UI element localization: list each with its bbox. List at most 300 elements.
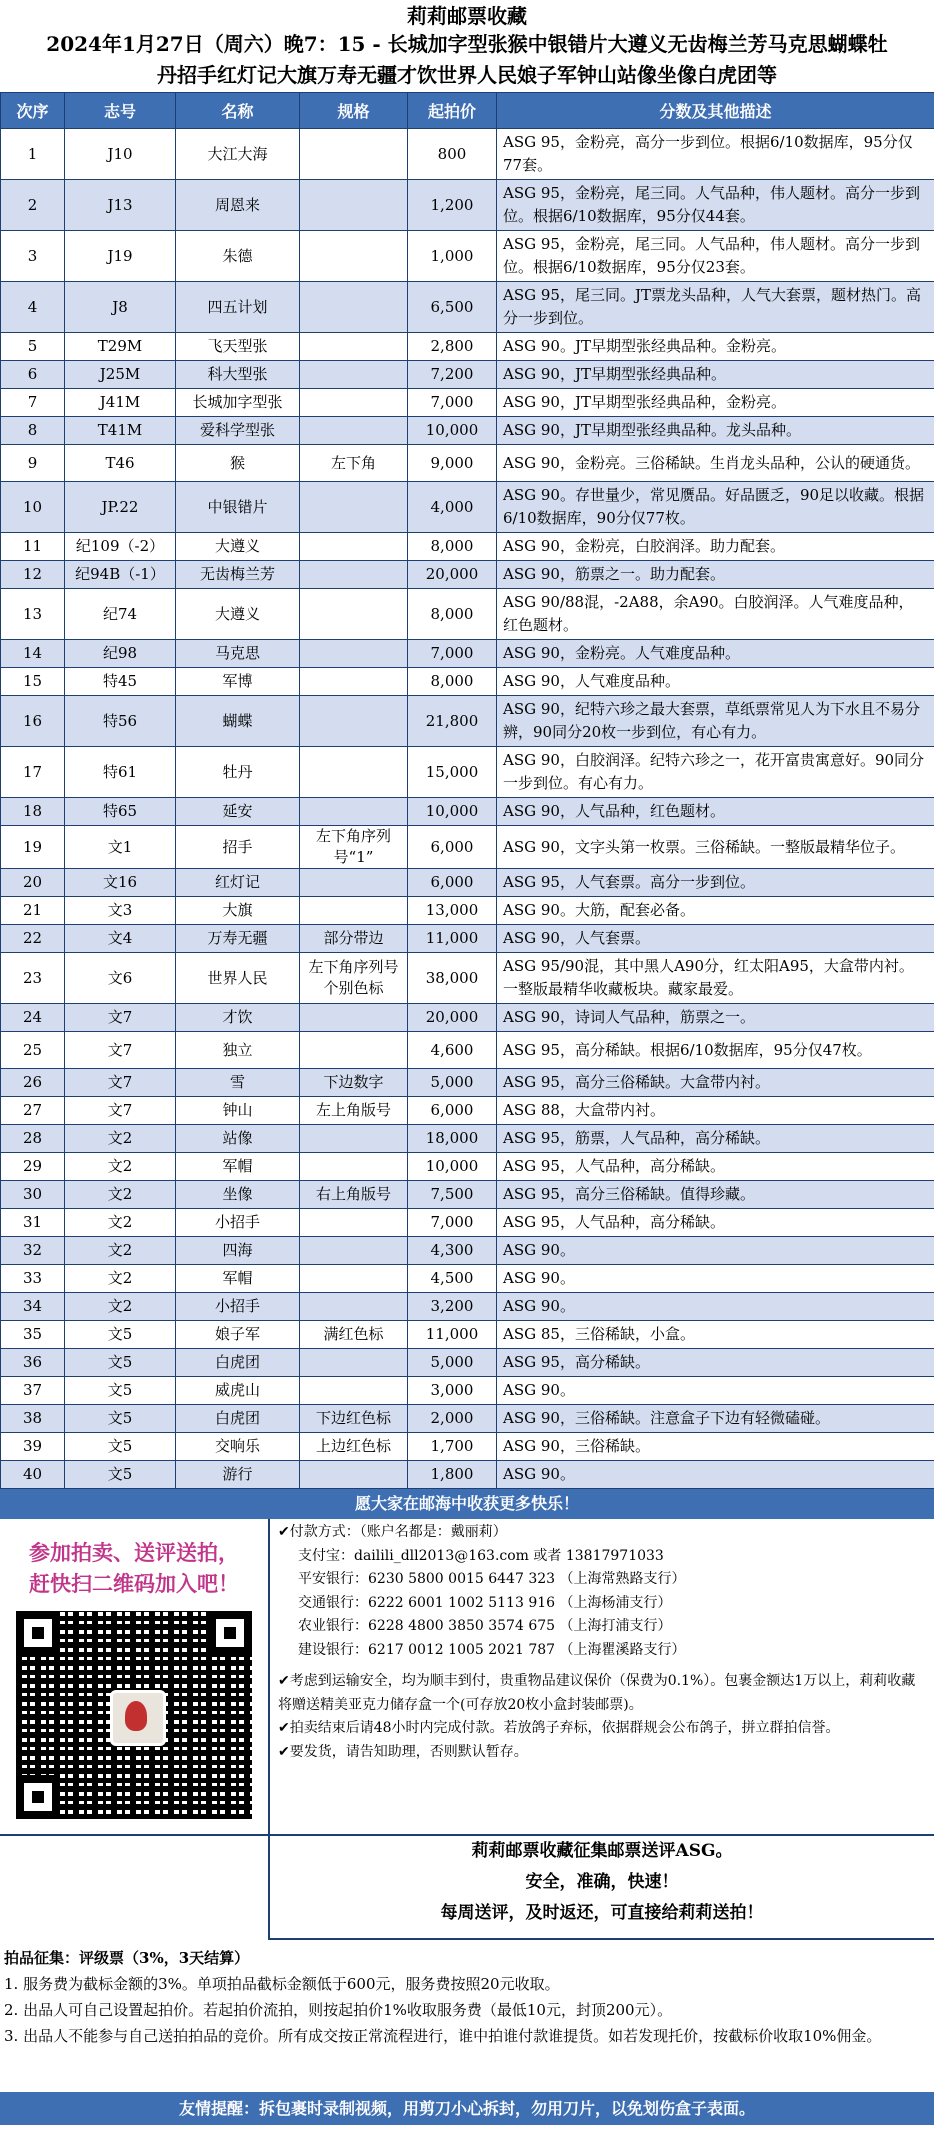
lot-number: 6 [1, 361, 65, 389]
stamp-spec [300, 482, 408, 533]
lot-number: 21 [1, 897, 65, 925]
start-price: 4,600 [408, 1032, 497, 1069]
start-price: 1,700 [408, 1433, 497, 1461]
lot-description: ASG 90，JT早期型张经典品种，金粉亮。 [497, 389, 934, 417]
stamp-spec [300, 129, 408, 180]
lot-description: ASG 90，文字头第一枚票。三俗稀缺。一整版最精华位子。 [497, 826, 934, 869]
lot-number: 16 [1, 696, 65, 747]
lot-number: 33 [1, 1265, 65, 1293]
stamp-code: 纪74 [65, 589, 176, 640]
stamp-spec [300, 1377, 408, 1405]
lot-number: 7 [1, 389, 65, 417]
promo-line-2: 赶快扫二维码加入吧！ [0, 1568, 268, 1599]
lot-description: ASG 90。存世量少，常见赝品。好品匮乏，90足以收藏。根据6/10数据库，90分仅77枚。 [497, 482, 934, 533]
lot-number: 37 [1, 1377, 65, 1405]
start-price: 38,000 [408, 953, 497, 1004]
table-row [1, 1461, 934, 1489]
stamp-spec [300, 180, 408, 231]
stamp-code: 文2 [65, 1209, 176, 1237]
lot-description: ASG 90。 [497, 1265, 934, 1293]
table-row [1, 589, 934, 640]
start-price: 8,000 [408, 589, 497, 640]
table-row [1, 482, 934, 533]
start-price: 4,000 [408, 482, 497, 533]
table-row [1, 1125, 934, 1153]
stamp-name: 威虎山 [176, 1377, 300, 1405]
table-row [1, 668, 934, 696]
stamp-code: 文5 [65, 1461, 176, 1489]
stamp-code: 特65 [65, 798, 176, 826]
lot-number: 34 [1, 1293, 65, 1321]
promo-line-1: 参加拍卖、送评送拍， [0, 1537, 268, 1568]
stamp-spec [300, 1032, 408, 1069]
stamp-spec [300, 1004, 408, 1032]
col-header-code: 志号 [65, 93, 176, 129]
table-row [1, 747, 934, 798]
start-price: 9,000 [408, 445, 497, 482]
bank-line: 交通银行：6222 6001 1002 5113 916 （上海杨浦支行） [278, 1592, 926, 1616]
start-price: 7,000 [408, 640, 497, 668]
stamp-name: 四五计划 [176, 282, 300, 333]
note-item: 1. 服务费为截标金额的3%。单项拍品截标金额低于600元，服务费按照20元收取。 [4, 1971, 928, 1997]
table-row [1, 826, 934, 869]
lot-description: ASG 95/90混，其中黑人A90分，红太阳A95，大盒带内衬。一整版最精华收藏板块。藏家最爱。 [497, 953, 934, 1004]
stamp-name: 大遵义 [176, 533, 300, 561]
stamp-code: 文5 [65, 1349, 176, 1377]
stamp-code: 文2 [65, 1181, 176, 1209]
lot-description: ASG 90。 [497, 1377, 934, 1405]
stamp-code: J13 [65, 180, 176, 231]
lot-description: ASG 90，三俗稀缺。 [497, 1433, 934, 1461]
stamp-code: 文7 [65, 1097, 176, 1125]
start-price: 1,200 [408, 180, 497, 231]
start-price: 6,000 [408, 1097, 497, 1125]
stamp-code: J10 [65, 129, 176, 180]
stamp-spec [300, 1293, 408, 1321]
stamp-name: 马克思 [176, 640, 300, 668]
lot-number: 32 [1, 1237, 65, 1265]
stamp-spec [300, 282, 408, 333]
start-price: 15,000 [408, 747, 497, 798]
stamp-spec [300, 1153, 408, 1181]
table-row [1, 1377, 934, 1405]
lot-description: ASG 95，高分稀缺。根据6/10数据库，95分仅47枚。 [497, 1032, 934, 1069]
stamp-name: 才饮 [176, 1004, 300, 1032]
lot-number: 13 [1, 589, 65, 640]
lot-number: 8 [1, 417, 65, 445]
start-price: 800 [408, 129, 497, 180]
table-row [1, 897, 934, 925]
start-price: 5,000 [408, 1349, 497, 1377]
stamp-name: 猴 [176, 445, 300, 482]
start-price: 2,800 [408, 333, 497, 361]
stamp-code: 文7 [65, 1032, 176, 1069]
payment-info [270, 1519, 934, 1834]
lot-number: 17 [1, 747, 65, 798]
stamp-code: 纪98 [65, 640, 176, 668]
table-row [1, 1004, 934, 1032]
lot-number: 5 [1, 333, 65, 361]
lot-description: ASG 95，人气品种，高分稀缺。 [497, 1209, 934, 1237]
payment-deadline-note: ✔拍卖结束后请48小时内完成付款。若放鸽子弃标，依据群规会公布鸽子，拼立群拍信誉。 [278, 1717, 926, 1741]
bank-line: 建设银行：6217 0012 1005 2021 787 （上海瞿溪路支行） [278, 1639, 926, 1663]
stamp-name: 军博 [176, 668, 300, 696]
start-price: 8,000 [408, 533, 497, 561]
table-row [1, 1293, 934, 1321]
stamp-code: T41M [65, 417, 176, 445]
lot-number: 28 [1, 1125, 65, 1153]
stamp-spec [300, 1209, 408, 1237]
stamp-name: 小招手 [176, 1293, 300, 1321]
stamp-code: 文2 [65, 1125, 176, 1153]
stamp-name: 军帽 [176, 1265, 300, 1293]
table-row [1, 445, 934, 482]
stamp-code: 文5 [65, 1377, 176, 1405]
lot-description: ASG 90，金粉亮。三俗稀缺。生肖龙头品种，公认的硬通货。 [497, 445, 934, 482]
start-price: 1,000 [408, 231, 497, 282]
promo-left [0, 1519, 270, 1834]
stamp-spec: 上边红色标 [300, 1433, 408, 1461]
table-row [1, 696, 934, 747]
stamp-spec: 下边数字 [300, 1069, 408, 1097]
footer-reminder: 友情提醒：拆包裹时录制视频，用剪刀小心拆封，勿用刀片，以免划伤盒子表面。 [0, 2092, 934, 2125]
table-row [1, 129, 934, 180]
stamp-spec: 左下角 [300, 445, 408, 482]
table-row [1, 1209, 934, 1237]
lot-description: ASG 90。 [497, 1237, 934, 1265]
header [0, 0, 934, 92]
start-price: 3,000 [408, 1377, 497, 1405]
stamp-name: 钟山 [176, 1097, 300, 1125]
stamp-name: 科大型张 [176, 361, 300, 389]
table-row [1, 953, 934, 1004]
stamp-code: 文5 [65, 1405, 176, 1433]
stamp-spec: 左下角序列号“1” [300, 826, 408, 869]
col-header-spec: 规格 [300, 93, 408, 129]
subtitle-line-1: 2024年1月27日（周六）晚7：15 - 长城加字型张猴中银错片大遵义无齿梅兰芳马克思蝴蝶牡 [0, 29, 934, 60]
lot-description: ASG 90，金粉亮，白胶润泽。助力配套。 [497, 533, 934, 561]
table-row [1, 282, 934, 333]
lot-description: ASG 95，高分三俗稀缺。值得珍藏。 [497, 1181, 934, 1209]
lot-number: 1 [1, 129, 65, 180]
stamp-code: J8 [65, 282, 176, 333]
stamp-code: 文7 [65, 1004, 176, 1032]
lot-number: 29 [1, 1153, 65, 1181]
table-row [1, 231, 934, 282]
lot-description: ASG 95，金粉亮，高分一步到位。根据6/10数据库，95分仅77套。 [497, 129, 934, 180]
table-row [1, 333, 934, 361]
table-row [1, 1153, 934, 1181]
shipping-note: ✔考虑到运输安全，均为顺丰到付，贵重物品建议保价（保费为0.1%）。包裹金额达1万以上，莉莉收藏将赠送精美亚克力储存盒一个(可存放20枚小盒封装邮票)。 [278, 1670, 926, 1717]
lot-number: 24 [1, 1004, 65, 1032]
lot-description: ASG 90。JT早期型张经典品种。金粉亮。 [497, 333, 934, 361]
stamp-code: 文7 [65, 1069, 176, 1097]
stamp-spec: 下边红色标 [300, 1405, 408, 1433]
table-row [1, 1265, 934, 1293]
stamp-name: 牡丹 [176, 747, 300, 798]
col-header-price: 起拍价 [408, 93, 497, 129]
stamp-name: 坐像 [176, 1181, 300, 1209]
lot-number: 15 [1, 668, 65, 696]
start-price: 4,300 [408, 1237, 497, 1265]
notes-title: 拍品征集：评级票（3%，3天结算） [4, 1945, 928, 1971]
start-price: 4,500 [408, 1265, 497, 1293]
lot-number: 20 [1, 869, 65, 897]
lot-table-body [1, 129, 934, 1489]
stamp-name: 军帽 [176, 1153, 300, 1181]
stamp-code: 特56 [65, 696, 176, 747]
stamp-code: 纪94B（-1） [65, 561, 176, 589]
stamp-spec [300, 1349, 408, 1377]
stamp-spec [300, 897, 408, 925]
lot-number: 18 [1, 798, 65, 826]
lot-description: ASG 90，诗词人气品种，筋票之一。 [497, 1004, 934, 1032]
stamp-spec [300, 1461, 408, 1489]
stamp-spec [300, 361, 408, 389]
stamp-name: 长城加字型张 [176, 389, 300, 417]
lot-number: 2 [1, 180, 65, 231]
stamp-name: 世界人民 [176, 953, 300, 1004]
table-row [1, 1405, 934, 1433]
stamp-code: J25M [65, 361, 176, 389]
stamp-code: 文1 [65, 826, 176, 869]
stamp-code: 文2 [65, 1153, 176, 1181]
stamp-name: 无齿梅兰芳 [176, 561, 300, 589]
stamp-spec [300, 333, 408, 361]
table-row [1, 1181, 934, 1209]
lot-description: ASG 90，JT早期型张经典品种。龙头品种。 [497, 417, 934, 445]
table-row [1, 869, 934, 897]
start-price: 7,000 [408, 1209, 497, 1237]
stamp-name: 万寿无疆 [176, 925, 300, 953]
lot-number: 12 [1, 561, 65, 589]
lot-number: 38 [1, 1405, 65, 1433]
start-price: 10,000 [408, 1153, 497, 1181]
table-row [1, 361, 934, 389]
stamp-name: 娘子军 [176, 1321, 300, 1349]
stamp-name: 白虎团 [176, 1349, 300, 1377]
stamp-spec [300, 389, 408, 417]
grading-line-2: 安全，准确，快速！ [270, 1867, 934, 1898]
lot-number: 30 [1, 1181, 65, 1209]
stamp-spec [300, 869, 408, 897]
start-price: 20,000 [408, 1004, 497, 1032]
table-row [1, 1349, 934, 1377]
lot-number: 4 [1, 282, 65, 333]
stamp-code: J19 [65, 231, 176, 282]
stamp-name: 大遵义 [176, 589, 300, 640]
lot-description: ASG 90，白胶润泽。纪特六珍之一，花开富贵寓意好。90同分一步到位。有心有力。 [497, 747, 934, 798]
stamp-code: JP.22 [65, 482, 176, 533]
col-header-desc: 分数及其他描述 [497, 93, 934, 129]
start-price: 1,800 [408, 1461, 497, 1489]
table-row [1, 389, 934, 417]
table-row [1, 1321, 934, 1349]
lot-number: 3 [1, 231, 65, 282]
lot-number: 27 [1, 1097, 65, 1125]
lot-number: 19 [1, 826, 65, 869]
lot-description: ASG 85，三俗稀缺，小盒。 [497, 1321, 934, 1349]
stamp-code: J41M [65, 389, 176, 417]
stamp-code: 文3 [65, 897, 176, 925]
table-row [1, 925, 934, 953]
grading-line-3: 每周送评，及时返还，可直接给莉莉送拍！ [270, 1898, 934, 1929]
lot-number: 22 [1, 925, 65, 953]
table-row [1, 561, 934, 589]
start-price: 5,000 [408, 1069, 497, 1097]
stamp-code: 特45 [65, 668, 176, 696]
stamp-name: 大江大海 [176, 129, 300, 180]
lot-number: 35 [1, 1321, 65, 1349]
table-row [1, 798, 934, 826]
table-row [1, 1097, 934, 1125]
start-price: 7,200 [408, 361, 497, 389]
bank-line: 农业银行：6228 4800 3850 3574 675 （上海打浦支行） [278, 1615, 926, 1639]
stamp-code: 文2 [65, 1293, 176, 1321]
start-price: 7,500 [408, 1181, 497, 1209]
start-price: 6,500 [408, 282, 497, 333]
col-header-no: 次序 [1, 93, 65, 129]
stamp-name: 白虎团 [176, 1405, 300, 1433]
qr-finder-icon [16, 1775, 60, 1819]
start-price: 10,000 [408, 798, 497, 826]
lot-description: ASG 90，筋票之一。助力配套。 [497, 561, 934, 589]
stamp-spec: 左下角序列号个别色标 [300, 953, 408, 1004]
wish-bar: 愿大家在邮海中收获更多快乐！ [0, 1489, 934, 1519]
start-price: 6,000 [408, 869, 497, 897]
stamp-name: 小招手 [176, 1209, 300, 1237]
start-price: 7,000 [408, 389, 497, 417]
stamp-spec [300, 696, 408, 747]
lot-description: ASG 90。 [497, 1293, 934, 1321]
lot-description: ASG 95，尾三同。JT票龙头品种，人气大套票，题材热门。高分一步到位。 [497, 282, 934, 333]
bank-line: 平安银行：6230 5800 0015 6447 323 （上海常熟路支行） [278, 1568, 926, 1592]
stamp-name: 朱德 [176, 231, 300, 282]
lot-description: ASG 90，三俗稀缺。注意盒子下边有轻微磕碰。 [497, 1405, 934, 1433]
lot-description: ASG 95，金粉亮，尾三同。人气品种，伟人题材。高分一步到位。根据6/10数据库，95分仅23套。 [497, 231, 934, 282]
stamp-name: 招手 [176, 826, 300, 869]
stamp-code: 文4 [65, 925, 176, 953]
lot-description: ASG 95，人气品种，高分稀缺。 [497, 1153, 934, 1181]
stamp-spec [300, 1237, 408, 1265]
page-title: 莉莉邮票收藏 [0, 0, 934, 29]
lot-number: 40 [1, 1461, 65, 1489]
lot-table [0, 92, 934, 1489]
start-price: 13,000 [408, 897, 497, 925]
lot-number: 25 [1, 1032, 65, 1069]
note-item: 3. 出品人不能参与自己送拍拍品的竞价。所有成交按正常流程进行，谁中拍谁付款谁提货。如若发现托价，按截标价收取10%佣金。 [4, 2023, 928, 2049]
lot-description: ASG 95，高分三俗稀缺。大盒带内衬。 [497, 1069, 934, 1097]
start-price: 18,000 [408, 1125, 497, 1153]
col-header-name: 名称 [176, 93, 300, 129]
stamp-name: 红灯记 [176, 869, 300, 897]
stamp-name: 爱科学型张 [176, 417, 300, 445]
table-row [1, 417, 934, 445]
stamp-code: T46 [65, 445, 176, 482]
lot-number: 31 [1, 1209, 65, 1237]
lot-description: ASG 90，纪特六珍之最大套票，草纸票常见人为下水且不易分辨，90同分20枚一步到位，有心有力。 [497, 696, 934, 747]
stamp-name: 中银错片 [176, 482, 300, 533]
stamp-spec [300, 668, 408, 696]
grading-line-1: 莉莉邮票收藏征集邮票送评ASG。 [270, 1836, 934, 1867]
start-price: 3,200 [408, 1293, 497, 1321]
table-header-row [1, 93, 934, 129]
stamp-spec [300, 747, 408, 798]
lot-number: 10 [1, 482, 65, 533]
lot-description: ASG 90/88混，-2A88，余A90。白胶润泽。人气难度品种，红色题材。 [497, 589, 934, 640]
stamp-spec: 右上角版号 [300, 1181, 408, 1209]
stamp-code: 文2 [65, 1237, 176, 1265]
stamp-name: 周恩来 [176, 180, 300, 231]
stamp-code: 特61 [65, 747, 176, 798]
delivery-note: ✔要发货，请告知助理，否则默认暂存。 [278, 1741, 926, 1765]
alipay-line: 支付宝：dailili_dll2013@163.com 或者 13817971033 [278, 1545, 926, 1569]
stamp-name: 雪 [176, 1069, 300, 1097]
start-price: 10,000 [408, 417, 497, 445]
stamp-spec: 部分带边 [300, 925, 408, 953]
table-row [1, 180, 934, 231]
stamp-name: 独立 [176, 1032, 300, 1069]
stamp-name: 延安 [176, 798, 300, 826]
stamp-name: 交响乐 [176, 1433, 300, 1461]
stamp-name: 飞天型张 [176, 333, 300, 361]
promo-section [0, 1519, 934, 1836]
stamp-spec [300, 798, 408, 826]
lot-description: ASG 95，人气套票。高分一步到位。 [497, 869, 934, 897]
stamp-name: 游行 [176, 1461, 300, 1489]
lot-number: 9 [1, 445, 65, 482]
table-row [1, 1032, 934, 1069]
table-row [1, 1237, 934, 1265]
start-price: 11,000 [408, 1321, 497, 1349]
table-row [1, 640, 934, 668]
note-item: 2. 出品人可自己设置起拍价。若起拍价流拍，则按起拍价1%收取服务费（最低10元，封顶200元）。 [4, 1997, 928, 2023]
lot-description: ASG 95，筋票，人气品种，高分稀缺。 [497, 1125, 934, 1153]
stamp-spec: 满红色标 [300, 1321, 408, 1349]
table-row [1, 1069, 934, 1097]
lot-number: 26 [1, 1069, 65, 1097]
lot-number: 11 [1, 533, 65, 561]
lot-number: 14 [1, 640, 65, 668]
subtitle-line-2: 丹招手红灯记大旗万寿无疆才饮世界人民娘子军钟山站像坐像白虎团等 [0, 60, 934, 91]
stamp-name: 四海 [176, 1237, 300, 1265]
lot-description: ASG 88，大盒带内衬。 [497, 1097, 934, 1125]
qr-code[interactable] [16, 1611, 252, 1819]
stamp-spec [300, 1265, 408, 1293]
stamp-code: T29M [65, 333, 176, 361]
grading-service-box [268, 1836, 934, 1940]
stamp-code: 文6 [65, 953, 176, 1004]
stamp-spec [300, 1125, 408, 1153]
lot-number: 23 [1, 953, 65, 1004]
lot-description: ASG 90，人气品种，红色题材。 [497, 798, 934, 826]
start-price: 8,000 [408, 668, 497, 696]
table-row [1, 533, 934, 561]
lot-description: ASG 90，人气套票。 [497, 925, 934, 953]
stamp-name: 蝴蝶 [176, 696, 300, 747]
stamp-spec: 左上角版号 [300, 1097, 408, 1125]
stamp-spec [300, 231, 408, 282]
lot-description: ASG 90。大筋，配套必备。 [497, 897, 934, 925]
lot-description: ASG 90，金粉亮。人气难度品种。 [497, 640, 934, 668]
start-price: 21,800 [408, 696, 497, 747]
stamp-code: 文5 [65, 1433, 176, 1461]
stamp-spec [300, 640, 408, 668]
table-row [1, 1433, 934, 1461]
stamp-spec [300, 561, 408, 589]
lot-description: ASG 90，人气难度品种。 [497, 668, 934, 696]
start-price: 2,000 [408, 1405, 497, 1433]
